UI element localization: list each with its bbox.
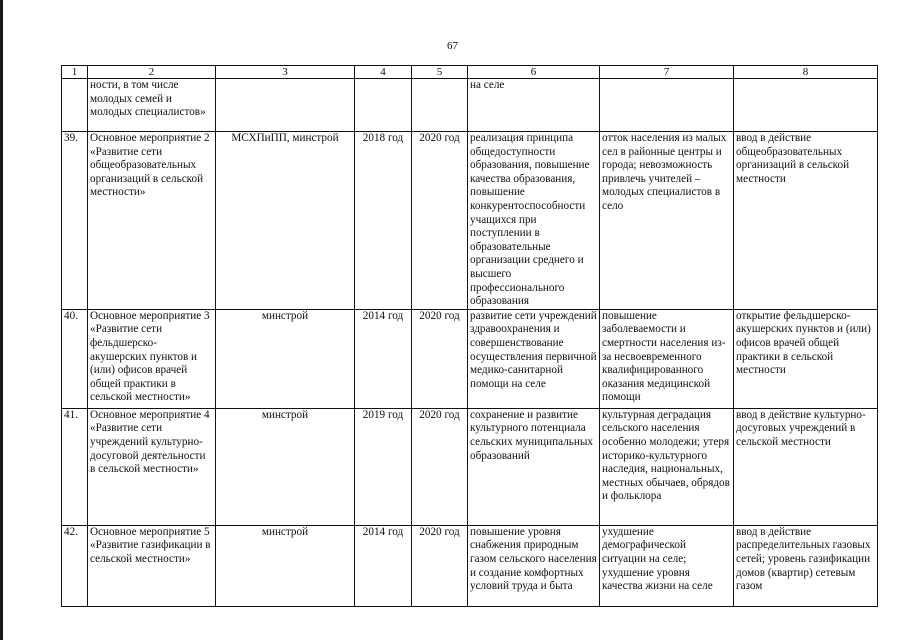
table-row [62, 525, 878, 606]
end-year-cell: 2020 год [412, 525, 468, 606]
activity-name-cell: Основное мероприятие 2 «Развитие сети общеобразовательных организаций в сельской местности» [88, 132, 216, 310]
column-header: 1 [62, 66, 88, 79]
indicator-link-cell: ввод в действие общеобразовательных организаций в сельской местности [734, 132, 878, 310]
expected-result-cell: на селе [468, 79, 600, 132]
row-number-cell: 41. [62, 408, 88, 525]
column-header: 7 [600, 66, 734, 79]
table-row [62, 408, 878, 525]
scan-edge-shadow [0, 0, 3, 640]
risk-cell: отток населения из малых сел в районные центры и города; невозможность привлечь учителей – молодых специалистов в село [600, 132, 734, 310]
column-header: 4 [355, 66, 412, 79]
start-year-cell [355, 79, 412, 132]
responsible-cell [216, 79, 355, 132]
risk-cell [600, 79, 734, 132]
end-year-cell: 2020 год [412, 132, 468, 310]
responsible-cell: МСХПиПП, минстрой [216, 132, 355, 310]
end-year-cell: 2020 год [412, 408, 468, 525]
expected-result-cell: реализация принципа общедоступности образования, повышение качества образования, повышение конкурентоспособности учащихся при поступлении в образовательные организации среднего и высшего профессионального образования [468, 132, 600, 310]
responsible-cell: минстрой [216, 525, 355, 606]
indicator-link-cell: ввод в действие распределительных газовых сетей; уровень газификации домов (квартир) сетевым газом [734, 525, 878, 606]
activity-name-cell: ности, в том числе молодых семей и молодых специалистов» [88, 79, 216, 132]
table-row [62, 309, 878, 408]
activity-name-cell: Основное мероприятие 5 «Развитие газификации в сельской местности» [88, 525, 216, 606]
expected-result-cell: повышение уровня снабжения природным газом сельского населения и создание комфортных условий труда и быта [468, 525, 600, 606]
activity-name-cell: Основное мероприятие 4 «Развитие сети учреждений культурно-досуговой деятельности в сельской местности» [88, 408, 216, 525]
risk-cell: ухудшение демографической ситуации на селе; ухудшение уровня качества жизни на селе [600, 525, 734, 606]
responsible-cell: минстрой [216, 408, 355, 525]
end-year-cell: 2020 год [412, 309, 468, 408]
row-number-cell: 42. [62, 525, 88, 606]
activity-name-cell: Основное мероприятие 3 «Развитие сети фельдшерско-акушерских пунктов и (или) офисов врачей общей практики в сельской местности» [88, 309, 216, 408]
column-header: 3 [216, 66, 355, 79]
page-number: 67 [447, 40, 458, 52]
responsible-cell: минстрой [216, 309, 355, 408]
column-header: 2 [88, 66, 216, 79]
column-number-row [62, 66, 878, 79]
row-number-cell: 39. [62, 132, 88, 310]
table-row [62, 79, 878, 132]
row-number-cell: 40. [62, 309, 88, 408]
start-year-cell: 2014 год [355, 309, 412, 408]
expected-result-cell: сохранение и развитие культурного потенциала сельских муниципальных образований [468, 408, 600, 525]
column-header: 8 [734, 66, 878, 79]
column-header: 6 [468, 66, 600, 79]
start-year-cell: 2019 год [355, 408, 412, 525]
indicator-link-cell: ввод в действие культурно-досуговых учреждений в сельской местности [734, 408, 878, 525]
indicator-link-cell: открытие фельдшерско-акушерских пунктов и (или) офисов врачей общей практики в сельской местности [734, 309, 878, 408]
end-year-cell [412, 79, 468, 132]
column-header: 5 [412, 66, 468, 79]
program-activities-table [61, 65, 878, 607]
expected-result-cell: развитие сети учреждений здравоохранения и совершенствование осуществления первичной медико-санитарной помощи на селе [468, 309, 600, 408]
table-row [62, 132, 878, 310]
row-number-cell [62, 79, 88, 132]
start-year-cell: 2018 год [355, 132, 412, 310]
risk-cell: повышение заболеваемости и смертности населения из-за несвоевременного квалифицированного оказания медицинской помощи [600, 309, 734, 408]
start-year-cell: 2014 год [355, 525, 412, 606]
risk-cell: культурная деградация сельского населения особенно молодежи; утеря историко-культурного наследия, национальных, местных обычаев, обрядов и фольклора [600, 408, 734, 525]
indicator-link-cell [734, 79, 878, 132]
